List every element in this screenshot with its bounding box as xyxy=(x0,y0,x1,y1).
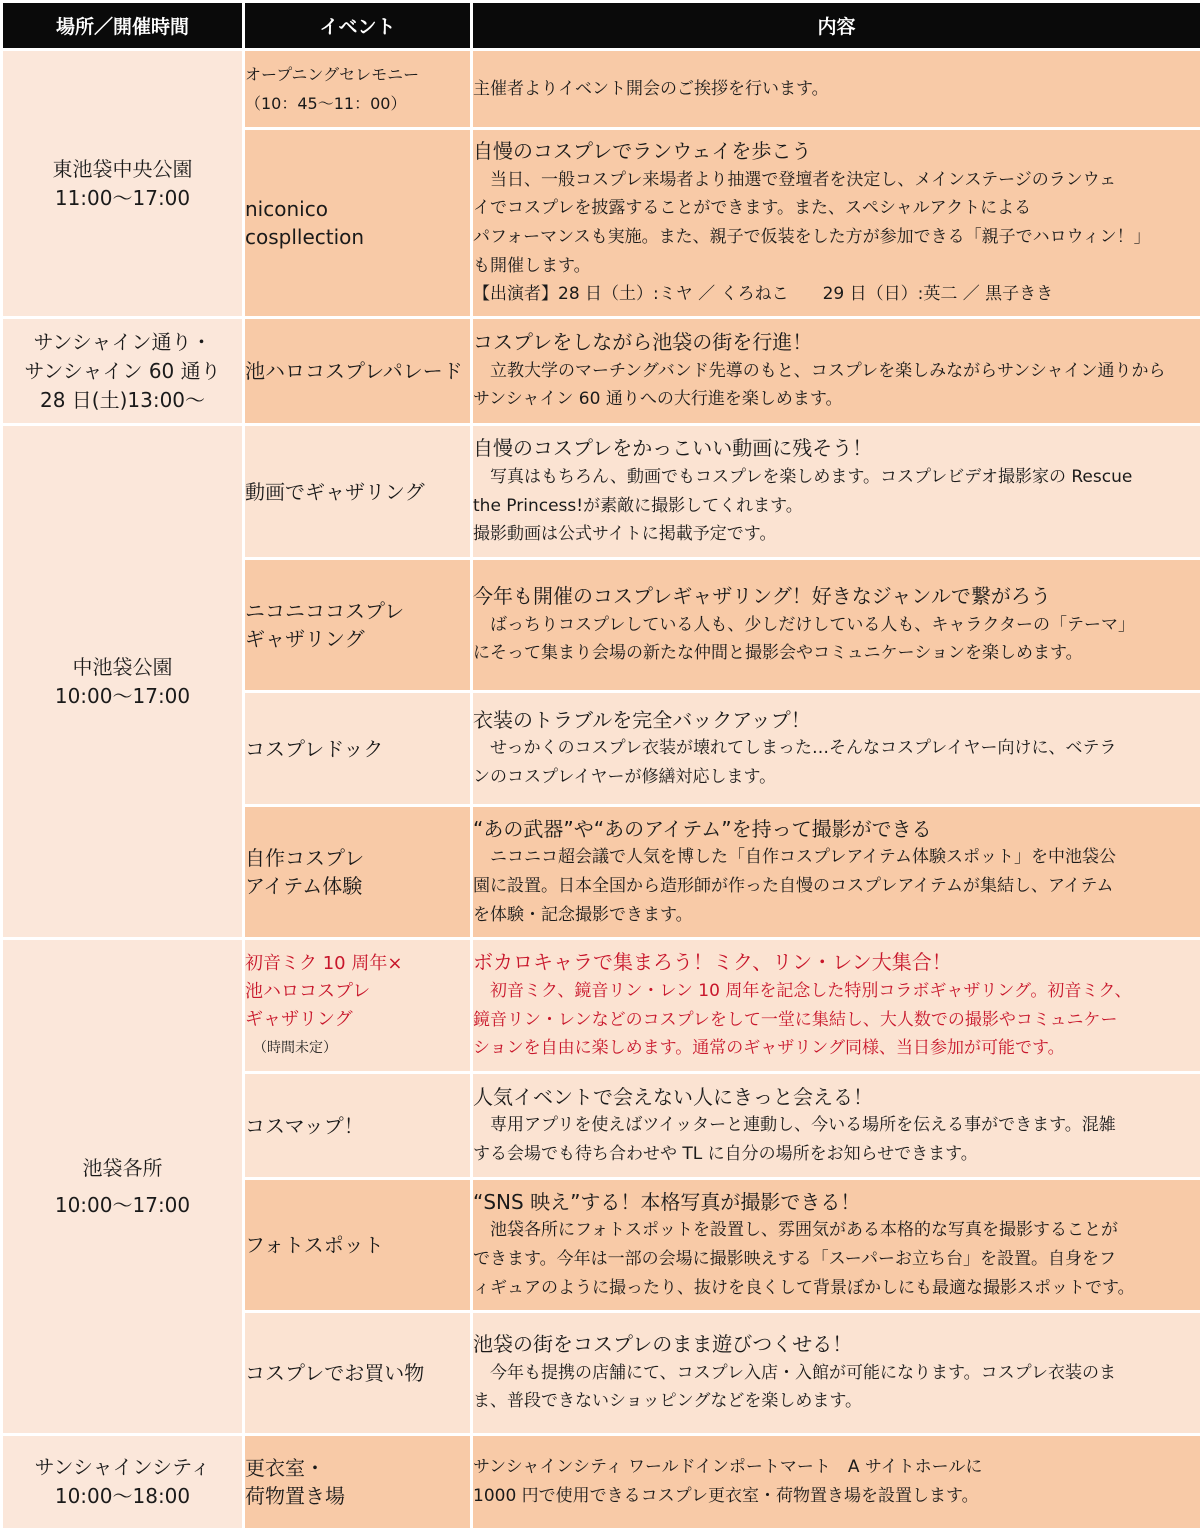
description-text: 池袋各所にフォトスポットを設置し、雰囲気がある本格的な写真を撮影することが xyxy=(473,1216,1200,1245)
description-text: せっかくのコスプレ衣装が壊れてしまった…そんなコスプレイヤー向けに、ベテラ xyxy=(473,734,1200,763)
event-name: ギャザリング xyxy=(245,1006,470,1034)
description-text: サンシャインシティ ワールドインポートマート A サイトホールに xyxy=(473,1453,1200,1482)
header-event: イベント xyxy=(244,2,472,50)
description-text: できます。今年は一部の会場に撮影映えする「スーパーお立ち台」を設置。自身をフ xyxy=(473,1245,1200,1274)
description-cell xyxy=(472,939,1200,1073)
event-name: 池ハロコスプレ xyxy=(245,978,470,1006)
description-text: 写真はもちろん、動画でもコスプレを楽しめます。コスプレビデオ撮影家の Rescue xyxy=(473,463,1200,492)
description-text: 今年も提携の店舗にて、コスプレ入店・入館が可能になります。コスプレ衣装のま xyxy=(473,1359,1200,1388)
description-headline: 自慢のコスプレをかっこいい動画に残そう！ xyxy=(473,434,1200,463)
performers-text: 【出演者】28 日（土）:ミヤ ／ くろねこ 29 日（日）:英二 ／ 黒子きき xyxy=(473,280,1200,309)
description-headline: 今年も開催のコスプレギャザリング！好きなジャンルで繋がろう xyxy=(473,582,1200,611)
venue-name: 東池袋中央公園 xyxy=(3,155,242,184)
event-cell xyxy=(244,1312,472,1435)
description-text: 鏡音リン・レンなどのコスプレをして一堂に集結し、大人数での撮影やコミュニケー xyxy=(473,1006,1200,1035)
event-cell xyxy=(244,129,472,318)
description-text: 専用アプリを使えばツイッターと連動し、今いる場所を伝える事ができます。混雑 xyxy=(473,1111,1200,1140)
event-time: （時間未定） xyxy=(245,1034,470,1062)
event-name: 荷物置き場 xyxy=(245,1482,470,1510)
event-cell xyxy=(244,1435,472,1530)
table-row xyxy=(2,50,1200,129)
description-text: サンシャイン 60 通りへの大行進を楽しめます。 xyxy=(473,385,1200,414)
venue-cell xyxy=(2,939,244,1435)
description-text: ィギュアのように撮ったり、抜けを良くして背景ぼかしにも最適な撮影スポットです。 xyxy=(473,1274,1200,1303)
table-row xyxy=(2,939,1200,1073)
venue-cell xyxy=(2,318,244,425)
description-cell xyxy=(472,425,1200,559)
description-text: 初音ミク、鏡音リン・レン 10 周年を記念した特別コラボギャザリング。初音ミク、 xyxy=(473,977,1200,1006)
event-name: niconico xyxy=(245,195,470,223)
table-row xyxy=(2,425,1200,559)
description-text: 主催者よりイベント開会のご挨拶を行います。 xyxy=(473,75,1200,104)
description-text: を体験・記念撮影できます。 xyxy=(473,901,1200,930)
event-name: ギャザリング xyxy=(245,625,470,653)
description-text: パフォーマンスも実施。また、親子で仮装をした方が参加できる「親子でハロウィン！」 xyxy=(473,223,1200,252)
description-cell xyxy=(472,1312,1200,1435)
event-name: コスマップ！ xyxy=(245,1112,470,1140)
event-name: コスプレでお買い物 xyxy=(245,1359,470,1387)
event-cell xyxy=(244,806,472,939)
description-cell xyxy=(472,559,1200,692)
description-text: イでコスプレを披露することができます。また、スペシャルアクトによる xyxy=(473,194,1200,223)
event-name: コスプレドック xyxy=(245,735,470,763)
event-name: オープニングセレモニー xyxy=(245,60,470,89)
venue-name: サンシャイン通り・ xyxy=(3,328,242,357)
description-text: the Princess!が素敵に撮影してくれます。 xyxy=(473,492,1200,521)
venue-cell xyxy=(2,50,244,318)
event-name: フォトスポット xyxy=(245,1231,470,1259)
description-text: 撮影動画は公式サイトに掲載予定です。 xyxy=(473,520,1200,549)
venue-name: 池袋各所 xyxy=(3,1154,242,1183)
description-text: 1000 円で使用できるコスプレ更衣室・荷物置き場を設置します。 xyxy=(473,1482,1200,1511)
description-cell xyxy=(472,1179,1200,1312)
header-venue: 場所／開催時間 xyxy=(2,2,244,50)
description-headline: 自慢のコスプレでランウェイを歩こう xyxy=(473,137,1200,166)
venue-name: 中池袋公園 xyxy=(3,653,242,682)
description-text: ションを自由に楽しめます。通常のギャザリング同様、当日参加が可能です。 xyxy=(473,1034,1200,1063)
table-row xyxy=(2,1435,1200,1530)
description-cell xyxy=(472,806,1200,939)
venue-cell xyxy=(2,1435,244,1530)
venue-name: サンシャインシティ xyxy=(3,1453,242,1482)
description-headline: “あの武器”や“あのアイテム”を持って撮影ができる xyxy=(473,815,1200,844)
venue-spacer xyxy=(3,1183,242,1191)
venue-time: 28 日(土)13:00〜 xyxy=(3,386,242,415)
description-headline: 人気イベントで会えない人にきっと会える！ xyxy=(473,1083,1200,1112)
event-name: 初音ミク 10 周年× xyxy=(245,950,470,978)
description-cell xyxy=(472,1073,1200,1179)
event-cell xyxy=(244,318,472,425)
event-cell xyxy=(244,692,472,806)
venue-cell xyxy=(2,425,244,939)
table-row xyxy=(2,318,1200,425)
venue-time: 10:00〜17:00 xyxy=(3,1191,242,1220)
event-name: アイテム体験 xyxy=(245,872,470,900)
description-text: ばっちりコスプレしている人も、少しだけしている人も、キャラクターの「テーマ」 xyxy=(473,611,1200,640)
description-cell xyxy=(472,318,1200,425)
description-text: も開催します。 xyxy=(473,252,1200,281)
event-cell xyxy=(244,1073,472,1179)
description-text: ニコニコ超会議で人気を博した「自作コスプレアイテム体験スポット」を中池袋公 xyxy=(473,843,1200,872)
description-text: 園に設置。日本全国から造形師が作った自慢のコスプレアイテムが集結し、アイテム xyxy=(473,872,1200,901)
event-cell xyxy=(244,939,472,1073)
description-text: ンのコスプレイヤーが修繕対応します。 xyxy=(473,763,1200,792)
description-headline: 池袋の街をコスプレのまま遊びつくせる！ xyxy=(473,1330,1200,1359)
event-cell xyxy=(244,1179,472,1312)
description-headline: コスプレをしながら池袋の街を行進！ xyxy=(473,328,1200,357)
header-row xyxy=(2,2,1200,50)
description-cell xyxy=(472,692,1200,806)
venue-time: 11:00〜17:00 xyxy=(3,184,242,213)
header-content: 内容 xyxy=(472,2,1200,50)
venue-time: 10:00〜18:00 xyxy=(3,1482,242,1511)
event-name: 池ハロコスプレパレード xyxy=(245,357,470,385)
venue-time: 10:00〜17:00 xyxy=(3,682,242,711)
event-name: 更衣室・ xyxy=(245,1454,470,1482)
event-name: 自作コスプレ xyxy=(245,844,470,872)
description-cell xyxy=(472,129,1200,318)
description-headline: “SNS 映え”する！本格写真が撮影できる！ xyxy=(473,1188,1200,1217)
description-text: にそって集まり会場の新たな仲間と撮影会やコミュニケーションを楽しめます。 xyxy=(473,639,1200,668)
description-text: 当日、一般コスプレ来場者より抽選で登壇者を決定し、メインステージのランウェ xyxy=(473,166,1200,195)
event-name: cospllection xyxy=(245,223,470,251)
event-cell xyxy=(244,425,472,559)
description-text: 立教大学のマーチングバンド先導のもと、コスプレを楽しみながらサンシャイン通りから xyxy=(473,357,1200,386)
description-text: する会場でも待ち合わせや TL に自分の場所をお知らせできます。 xyxy=(473,1140,1200,1169)
description-headline: 衣装のトラブルを完全バックアップ！ xyxy=(473,706,1200,735)
description-headline: ボカロキャラで集まろう！ミク、リン・レン大集合！ xyxy=(473,948,1200,977)
event-name: 動画でギャザリング xyxy=(245,478,470,506)
venue-name: サンシャイン 60 通り xyxy=(3,357,242,386)
description-text: ま、普段できないショッピングなどを楽しめます。 xyxy=(473,1387,1200,1416)
event-cell xyxy=(244,559,472,692)
event-time: （10：45〜11：00） xyxy=(245,89,470,118)
event-name: ニコニココスプレ xyxy=(245,597,470,625)
event-cell xyxy=(244,50,472,129)
description-cell xyxy=(472,50,1200,129)
description-cell xyxy=(472,1435,1200,1530)
